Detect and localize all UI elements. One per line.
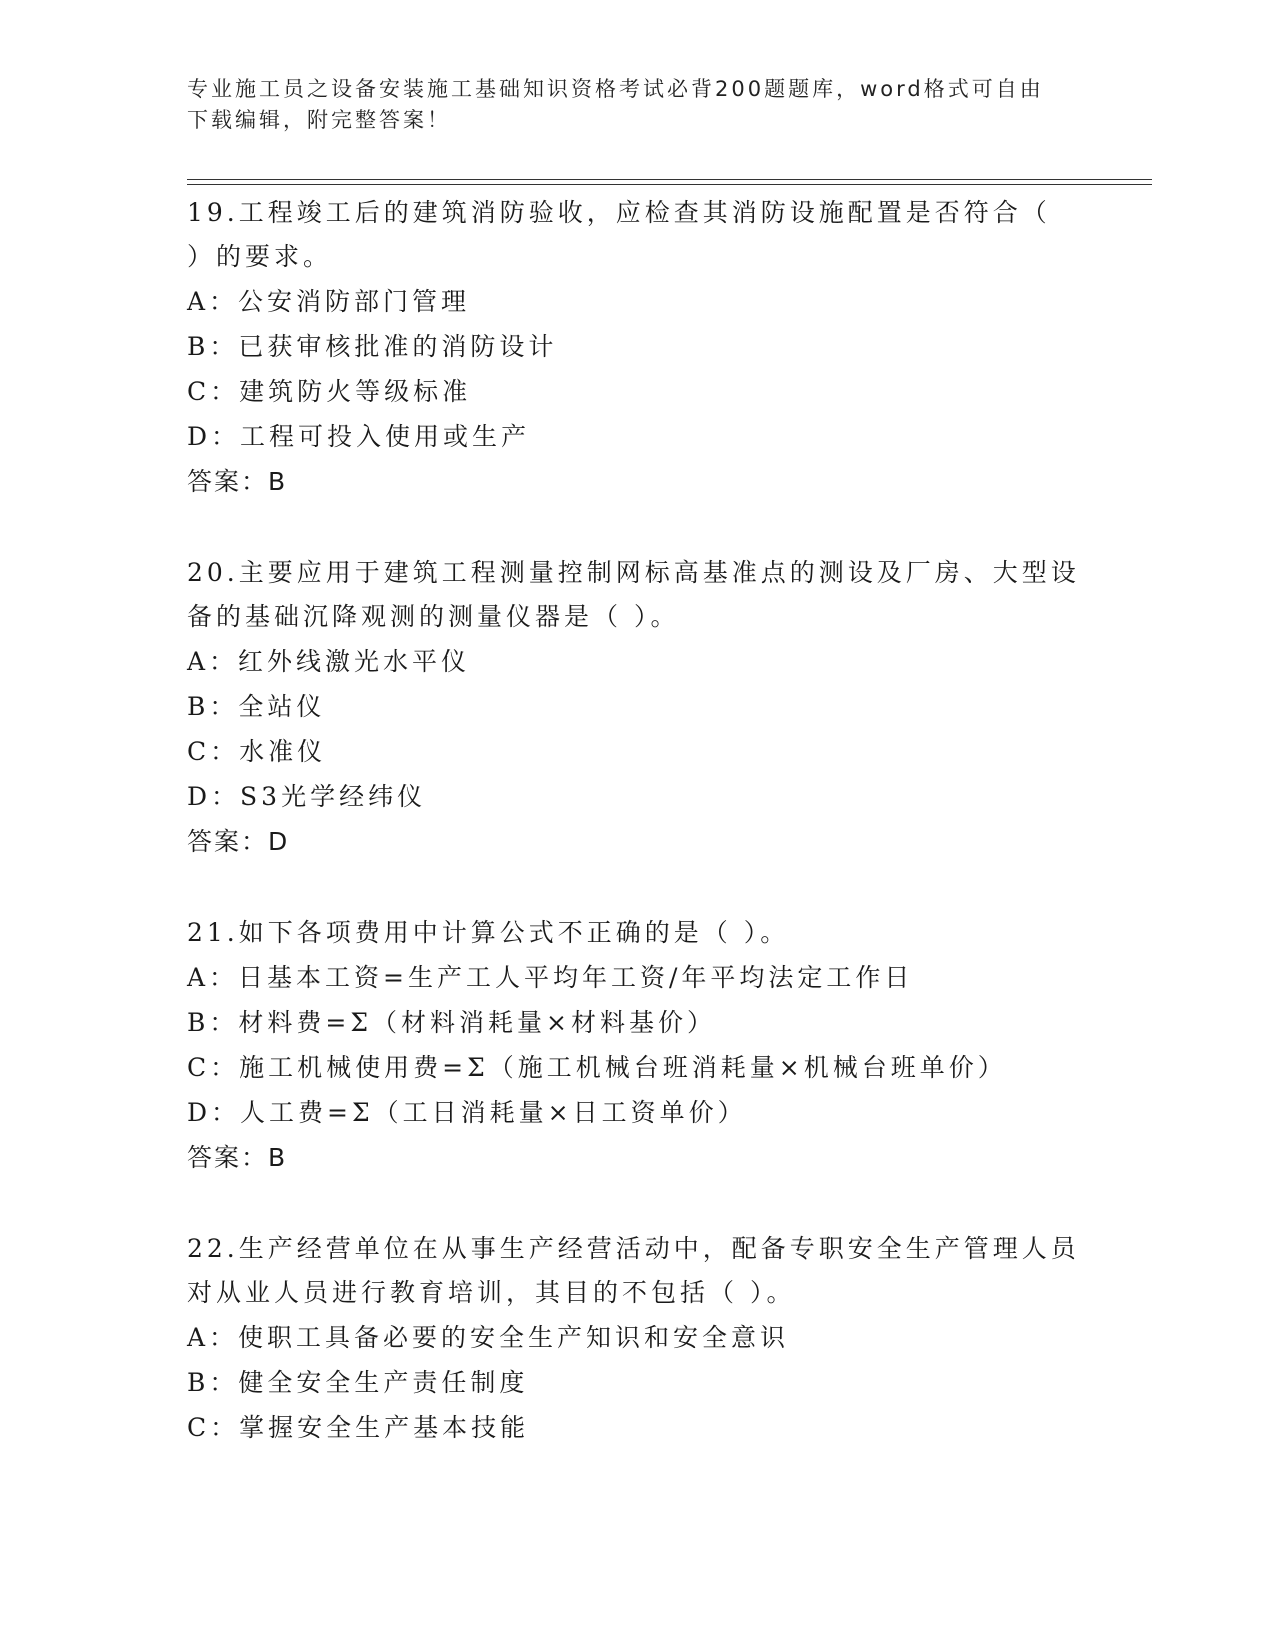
- question-stem-cont: ）的要求。: [187, 242, 333, 271]
- option-c: C：水准仪: [187, 737, 327, 766]
- header-rule-top: [187, 179, 1152, 180]
- answer: 答案：B: [187, 1143, 288, 1172]
- header-line-1: 专业施工员之设备安装施工基础知识资格考试必背200题题库，word格式可自由: [187, 77, 1044, 101]
- question-22: [187, 1227, 1087, 1450]
- option-b: B：健全安全生产责任制度: [187, 1368, 529, 1397]
- option-d: D：工程可投入使用或生产: [187, 422, 531, 451]
- page-header: [187, 74, 1067, 136]
- header-rule-bottom: [187, 184, 1152, 185]
- option-b: B：全站仪: [187, 692, 326, 721]
- question-stem: 21.如下各项费用中计算公式不正确的是（ ）。: [187, 918, 790, 947]
- question-21: [187, 911, 1087, 1180]
- question-list: [187, 191, 1087, 1450]
- option-a: A：公安消防部门管理: [187, 287, 471, 316]
- option-d: D：S3光学经纬仪: [187, 782, 427, 811]
- option-b: B：材料费=Σ（材料消耗量×材料基价）: [187, 1008, 716, 1037]
- option-d: D：人工费=Σ（工日消耗量×日工资单价）: [187, 1098, 747, 1127]
- option-a: A：日基本工资=生产工人平均年工资/年平均法定工作日: [187, 963, 914, 992]
- answer: 答案：B: [187, 467, 288, 496]
- option-c: C：掌握安全生产基本技能: [187, 1413, 530, 1442]
- option-c: C：施工机械使用费=Σ（施工机械台班消耗量×机械台班单价）: [187, 1053, 1007, 1082]
- option-a: A：红外线激光水平仪: [187, 647, 471, 676]
- question-stem: 19.工程竣工后的建筑消防验收，应检查其消防设施配置是否符合（: [187, 198, 1051, 227]
- header-line-2: 下载编辑，附完整答案！: [187, 108, 451, 132]
- question-stem: 22.生产经营单位在从事生产经营活动中，配备专职安全生产管理人员: [187, 1234, 1080, 1263]
- option-b: B：已获审核批准的消防设计: [187, 332, 558, 361]
- question-stem-cont: 备的基础沉降观测的测量仪器是（ ）。: [187, 602, 680, 631]
- question-19: [187, 191, 1087, 504]
- question-stem-cont: 对从业人员进行教育培训，其目的不包括（ ）。: [187, 1278, 796, 1307]
- question-stem: 20.主要应用于建筑工程测量控制网标高基准点的测设及厂房、大型设: [187, 558, 1080, 587]
- question-20: [187, 551, 1087, 864]
- option-a: A：使职工具备必要的安全生产知识和安全意识: [187, 1323, 790, 1352]
- answer: 答案：D: [187, 827, 290, 856]
- option-c: C：建筑防火等级标准: [187, 377, 472, 406]
